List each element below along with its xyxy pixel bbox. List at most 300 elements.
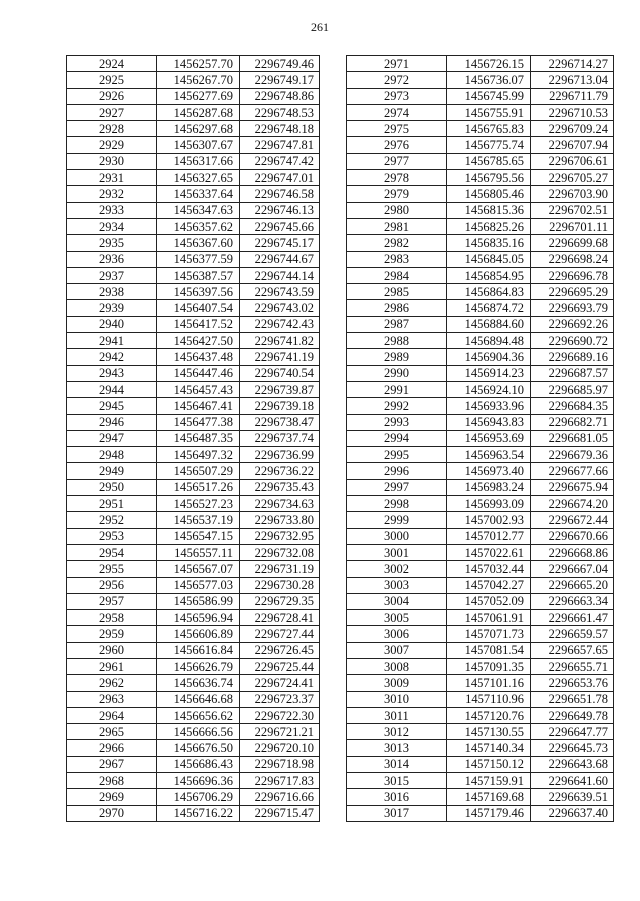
y-coordinate-cell: 2296693.79 — [531, 300, 614, 316]
x-coordinate-cell: 1457071.73 — [447, 626, 531, 642]
y-coordinate-cell: 2296679.36 — [531, 447, 614, 463]
point-id-cell: 2989 — [347, 349, 447, 365]
y-coordinate-cell: 2296747.81 — [240, 137, 320, 153]
x-coordinate-cell: 1456447.46 — [157, 365, 240, 381]
table-row — [67, 72, 320, 88]
y-coordinate-cell: 2296651.78 — [531, 691, 614, 707]
point-id-cell: 2977 — [347, 153, 447, 169]
y-coordinate-cell: 2296724.41 — [240, 675, 320, 691]
point-id-cell: 2934 — [67, 218, 157, 234]
point-id-cell: 2933 — [67, 202, 157, 218]
point-id-cell: 2937 — [67, 267, 157, 283]
y-coordinate-cell: 2296716.66 — [240, 789, 320, 805]
table-row — [347, 479, 614, 495]
table-row — [67, 724, 320, 740]
point-id-cell: 2974 — [347, 104, 447, 120]
x-coordinate-cell: 1456943.83 — [447, 414, 531, 430]
table-row — [347, 658, 614, 674]
x-coordinate-cell: 1457091.35 — [447, 658, 531, 674]
table-row — [347, 593, 614, 609]
table-row — [67, 56, 320, 72]
x-coordinate-cell: 1456497.32 — [157, 447, 240, 463]
y-coordinate-cell: 2296696.78 — [531, 267, 614, 283]
point-id-cell: 2990 — [347, 365, 447, 381]
point-id-cell: 3006 — [347, 626, 447, 642]
point-id-cell: 2959 — [67, 626, 157, 642]
y-coordinate-cell: 2296711.79 — [531, 88, 614, 104]
y-coordinate-cell: 2296659.57 — [531, 626, 614, 642]
x-coordinate-cell: 1456467.41 — [157, 398, 240, 414]
table-row — [67, 756, 320, 772]
x-coordinate-cell: 1456884.60 — [447, 316, 531, 332]
y-coordinate-cell: 2296732.95 — [240, 528, 320, 544]
table-row — [347, 707, 614, 723]
point-id-cell: 2927 — [67, 104, 157, 120]
x-coordinate-cell: 1456357.62 — [157, 218, 240, 234]
point-id-cell: 2985 — [347, 284, 447, 300]
y-coordinate-cell: 2296667.04 — [531, 561, 614, 577]
point-id-cell: 2965 — [67, 724, 157, 740]
y-coordinate-cell: 2296665.20 — [531, 577, 614, 593]
y-coordinate-cell: 2296744.14 — [240, 267, 320, 283]
point-id-cell: 2968 — [67, 773, 157, 789]
table-row — [67, 104, 320, 120]
point-id-cell: 2926 — [67, 88, 157, 104]
point-id-cell: 2992 — [347, 398, 447, 414]
x-coordinate-cell: 1456864.83 — [447, 284, 531, 300]
y-coordinate-cell: 2296731.19 — [240, 561, 320, 577]
table-row — [67, 740, 320, 756]
table-row — [347, 365, 614, 381]
x-coordinate-cell: 1456387.57 — [157, 267, 240, 283]
point-id-cell: 2962 — [67, 675, 157, 691]
y-coordinate-cell: 2296677.66 — [531, 463, 614, 479]
point-id-cell: 2930 — [67, 153, 157, 169]
point-id-cell: 2946 — [67, 414, 157, 430]
table-row — [67, 88, 320, 104]
table-row — [347, 805, 614, 821]
y-coordinate-cell: 2296747.42 — [240, 153, 320, 169]
table-row — [347, 610, 614, 626]
x-coordinate-cell: 1456924.10 — [447, 381, 531, 397]
point-id-cell: 2948 — [67, 447, 157, 463]
point-id-cell: 2995 — [347, 447, 447, 463]
y-coordinate-cell: 2296749.46 — [240, 56, 320, 72]
x-coordinate-cell: 1456736.07 — [447, 72, 531, 88]
y-coordinate-cell: 2296745.66 — [240, 218, 320, 234]
point-id-cell: 3010 — [347, 691, 447, 707]
y-coordinate-cell: 2296726.45 — [240, 642, 320, 658]
x-coordinate-cell: 1456547.15 — [157, 528, 240, 544]
table-row — [347, 724, 614, 740]
x-coordinate-cell: 1456437.48 — [157, 349, 240, 365]
table-row — [67, 267, 320, 283]
y-coordinate-cell: 2296730.28 — [240, 577, 320, 593]
point-id-cell: 3009 — [347, 675, 447, 691]
y-coordinate-cell: 2296670.66 — [531, 528, 614, 544]
point-id-cell: 3002 — [347, 561, 447, 577]
y-coordinate-cell: 2296741.82 — [240, 333, 320, 349]
y-coordinate-cell: 2296713.04 — [531, 72, 614, 88]
table-row — [347, 512, 614, 528]
y-coordinate-cell: 2296692.26 — [531, 316, 614, 332]
y-coordinate-cell: 2296657.65 — [531, 642, 614, 658]
x-coordinate-cell: 1456397.56 — [157, 284, 240, 300]
x-coordinate-cell: 1456377.59 — [157, 251, 240, 267]
table-row — [67, 805, 320, 821]
x-coordinate-cell: 1456567.07 — [157, 561, 240, 577]
y-coordinate-cell: 2296745.17 — [240, 235, 320, 251]
x-coordinate-cell: 1457130.55 — [447, 724, 531, 740]
x-coordinate-cell: 1456973.40 — [447, 463, 531, 479]
coordinate-table-right — [346, 55, 614, 822]
table-row — [347, 756, 614, 772]
y-coordinate-cell: 2296710.53 — [531, 104, 614, 120]
x-coordinate-cell: 1456785.65 — [447, 153, 531, 169]
table-row — [347, 577, 614, 593]
point-id-cell: 2935 — [67, 235, 157, 251]
point-id-cell: 2949 — [67, 463, 157, 479]
table-row — [347, 642, 614, 658]
y-coordinate-cell: 2296717.83 — [240, 773, 320, 789]
table-row — [67, 675, 320, 691]
x-coordinate-cell: 1456993.09 — [447, 496, 531, 512]
x-coordinate-cell: 1456646.68 — [157, 691, 240, 707]
y-coordinate-cell: 2296740.54 — [240, 365, 320, 381]
table-row — [67, 658, 320, 674]
x-coordinate-cell: 1456337.64 — [157, 186, 240, 202]
y-coordinate-cell: 2296714.27 — [531, 56, 614, 72]
point-id-cell: 2929 — [67, 137, 157, 153]
table-row — [67, 381, 320, 397]
x-coordinate-cell: 1456596.94 — [157, 610, 240, 626]
x-coordinate-cell: 1457140.34 — [447, 740, 531, 756]
x-coordinate-cell: 1456726.15 — [447, 56, 531, 72]
table-row — [67, 170, 320, 186]
x-coordinate-cell: 1456696.36 — [157, 773, 240, 789]
y-coordinate-cell: 2296701.11 — [531, 218, 614, 234]
y-coordinate-cell: 2296723.37 — [240, 691, 320, 707]
point-id-cell: 2975 — [347, 121, 447, 137]
y-coordinate-cell: 2296655.71 — [531, 658, 614, 674]
table-row — [67, 496, 320, 512]
point-id-cell: 2957 — [67, 593, 157, 609]
y-coordinate-cell: 2296689.16 — [531, 349, 614, 365]
x-coordinate-cell: 1457150.12 — [447, 756, 531, 772]
table-row — [67, 153, 320, 169]
table-row — [67, 626, 320, 642]
table-row — [347, 398, 614, 414]
x-coordinate-cell: 1457042.27 — [447, 577, 531, 593]
table-row — [347, 202, 614, 218]
y-coordinate-cell: 2296744.67 — [240, 251, 320, 267]
table-row — [67, 349, 320, 365]
y-coordinate-cell: 2296736.99 — [240, 447, 320, 463]
point-id-cell: 2991 — [347, 381, 447, 397]
point-id-cell: 3008 — [347, 658, 447, 674]
point-id-cell: 3013 — [347, 740, 447, 756]
y-coordinate-cell: 2296734.63 — [240, 496, 320, 512]
table-row — [67, 202, 320, 218]
table-row — [67, 528, 320, 544]
y-coordinate-cell: 2296707.94 — [531, 137, 614, 153]
point-id-cell: 2931 — [67, 170, 157, 186]
table-row — [347, 740, 614, 756]
x-coordinate-cell: 1457081.54 — [447, 642, 531, 658]
x-coordinate-cell: 1456983.24 — [447, 479, 531, 495]
point-id-cell: 2973 — [347, 88, 447, 104]
x-coordinate-cell: 1456457.43 — [157, 381, 240, 397]
point-id-cell: 2954 — [67, 544, 157, 560]
point-id-cell: 2964 — [67, 707, 157, 723]
x-coordinate-cell: 1456894.48 — [447, 333, 531, 349]
table-row — [347, 333, 614, 349]
point-id-cell: 3007 — [347, 642, 447, 658]
table-row — [347, 626, 614, 642]
x-coordinate-cell: 1456537.19 — [157, 512, 240, 528]
y-coordinate-cell: 2296695.29 — [531, 284, 614, 300]
point-id-cell: 2953 — [67, 528, 157, 544]
table-row — [67, 789, 320, 805]
x-coordinate-cell: 1456577.03 — [157, 577, 240, 593]
table-row — [347, 691, 614, 707]
y-coordinate-cell: 2296702.51 — [531, 202, 614, 218]
point-id-cell: 2981 — [347, 218, 447, 234]
point-id-cell: 2960 — [67, 642, 157, 658]
x-coordinate-cell: 1457061.91 — [447, 610, 531, 626]
x-coordinate-cell: 1456317.66 — [157, 153, 240, 169]
y-coordinate-cell: 2296735.43 — [240, 479, 320, 495]
y-coordinate-cell: 2296739.18 — [240, 398, 320, 414]
coordinate-table-left — [66, 55, 320, 822]
point-id-cell: 2979 — [347, 186, 447, 202]
table-row — [67, 398, 320, 414]
point-id-cell: 3011 — [347, 707, 447, 723]
table-row — [347, 381, 614, 397]
point-id-cell: 3016 — [347, 789, 447, 805]
table-row — [67, 316, 320, 332]
y-coordinate-cell: 2296685.97 — [531, 381, 614, 397]
y-coordinate-cell: 2296720.10 — [240, 740, 320, 756]
y-coordinate-cell: 2296703.90 — [531, 186, 614, 202]
x-coordinate-cell: 1456257.70 — [157, 56, 240, 72]
point-id-cell: 2943 — [67, 365, 157, 381]
x-coordinate-cell: 1457101.16 — [447, 675, 531, 691]
x-coordinate-cell: 1456287.68 — [157, 104, 240, 120]
point-id-cell: 2928 — [67, 121, 157, 137]
table-row — [347, 186, 614, 202]
x-coordinate-cell: 1456933.96 — [447, 398, 531, 414]
y-coordinate-cell: 2296684.35 — [531, 398, 614, 414]
table-row — [347, 218, 614, 234]
y-coordinate-cell: 2296748.53 — [240, 104, 320, 120]
y-coordinate-cell: 2296687.57 — [531, 365, 614, 381]
table-row — [347, 675, 614, 691]
table-row — [67, 137, 320, 153]
point-id-cell: 2940 — [67, 316, 157, 332]
y-coordinate-cell: 2296643.68 — [531, 756, 614, 772]
y-coordinate-cell: 2296645.73 — [531, 740, 614, 756]
coordinate-table-body — [347, 56, 614, 822]
y-coordinate-cell: 2296729.35 — [240, 593, 320, 609]
point-id-cell: 2993 — [347, 414, 447, 430]
point-id-cell: 2939 — [67, 300, 157, 316]
point-id-cell: 3005 — [347, 610, 447, 626]
table-row — [347, 773, 614, 789]
x-coordinate-cell: 1456427.50 — [157, 333, 240, 349]
table-row — [347, 496, 614, 512]
y-coordinate-cell: 2296663.34 — [531, 593, 614, 609]
table-row — [347, 300, 614, 316]
y-coordinate-cell: 2296732.08 — [240, 544, 320, 560]
y-coordinate-cell: 2296743.59 — [240, 284, 320, 300]
table-row — [347, 430, 614, 446]
table-row — [67, 463, 320, 479]
x-coordinate-cell: 1457110.96 — [447, 691, 531, 707]
point-id-cell: 2963 — [67, 691, 157, 707]
x-coordinate-cell: 1456507.29 — [157, 463, 240, 479]
y-coordinate-cell: 2296682.71 — [531, 414, 614, 430]
y-coordinate-cell: 2296749.17 — [240, 72, 320, 88]
table-row — [67, 642, 320, 658]
x-coordinate-cell: 1456706.29 — [157, 789, 240, 805]
point-id-cell: 2999 — [347, 512, 447, 528]
x-coordinate-cell: 1456963.54 — [447, 447, 531, 463]
y-coordinate-cell: 2296746.58 — [240, 186, 320, 202]
table-row — [67, 365, 320, 381]
point-id-cell: 3014 — [347, 756, 447, 772]
y-coordinate-cell: 2296748.18 — [240, 121, 320, 137]
x-coordinate-cell: 1457120.76 — [447, 707, 531, 723]
page-number: 261 — [311, 20, 329, 34]
point-id-cell: 2945 — [67, 398, 157, 414]
y-coordinate-cell: 2296639.51 — [531, 789, 614, 805]
y-coordinate-cell: 2296715.47 — [240, 805, 320, 821]
point-id-cell: 3000 — [347, 528, 447, 544]
point-id-cell: 2950 — [67, 479, 157, 495]
table-row — [347, 561, 614, 577]
y-coordinate-cell: 2296742.43 — [240, 316, 320, 332]
y-coordinate-cell: 2296743.02 — [240, 300, 320, 316]
y-coordinate-cell: 2296675.94 — [531, 479, 614, 495]
y-coordinate-cell: 2296649.78 — [531, 707, 614, 723]
x-coordinate-cell: 1456347.63 — [157, 202, 240, 218]
point-id-cell: 2980 — [347, 202, 447, 218]
x-coordinate-cell: 1457169.68 — [447, 789, 531, 805]
point-id-cell: 2938 — [67, 284, 157, 300]
x-coordinate-cell: 1456914.23 — [447, 365, 531, 381]
point-id-cell: 2983 — [347, 251, 447, 267]
y-coordinate-cell: 2296721.21 — [240, 724, 320, 740]
point-id-cell: 2966 — [67, 740, 157, 756]
table-row — [67, 414, 320, 430]
table-row — [67, 121, 320, 137]
y-coordinate-cell: 2296727.44 — [240, 626, 320, 642]
x-coordinate-cell: 1457159.91 — [447, 773, 531, 789]
x-coordinate-cell: 1456854.95 — [447, 267, 531, 283]
x-coordinate-cell: 1456716.22 — [157, 805, 240, 821]
point-id-cell: 2998 — [347, 496, 447, 512]
coordinate-table-body — [67, 56, 320, 822]
table-row — [347, 447, 614, 463]
y-coordinate-cell: 2296653.76 — [531, 675, 614, 691]
y-coordinate-cell: 2296672.44 — [531, 512, 614, 528]
x-coordinate-cell: 1456676.50 — [157, 740, 240, 756]
x-coordinate-cell: 1456407.54 — [157, 300, 240, 316]
point-id-cell: 2988 — [347, 333, 447, 349]
table-row — [67, 186, 320, 202]
point-id-cell: 2951 — [67, 496, 157, 512]
table-row — [347, 235, 614, 251]
x-coordinate-cell: 1456666.56 — [157, 724, 240, 740]
x-coordinate-cell: 1456745.99 — [447, 88, 531, 104]
y-coordinate-cell: 2296698.24 — [531, 251, 614, 267]
x-coordinate-cell: 1457022.61 — [447, 544, 531, 560]
y-coordinate-cell: 2296674.20 — [531, 496, 614, 512]
y-coordinate-cell: 2296728.41 — [240, 610, 320, 626]
y-coordinate-cell: 2296739.87 — [240, 381, 320, 397]
table-row — [347, 463, 614, 479]
y-coordinate-cell: 2296733.80 — [240, 512, 320, 528]
point-id-cell: 2941 — [67, 333, 157, 349]
y-coordinate-cell: 2296668.86 — [531, 544, 614, 560]
table-row — [347, 414, 614, 430]
point-id-cell: 3001 — [347, 544, 447, 560]
table-row — [67, 544, 320, 560]
x-coordinate-cell: 1456586.99 — [157, 593, 240, 609]
x-coordinate-cell: 1456626.79 — [157, 658, 240, 674]
y-coordinate-cell: 2296748.86 — [240, 88, 320, 104]
point-id-cell: 2996 — [347, 463, 447, 479]
table-row — [67, 593, 320, 609]
x-coordinate-cell: 1456487.35 — [157, 430, 240, 446]
table-row — [67, 447, 320, 463]
x-coordinate-cell: 1457052.09 — [447, 593, 531, 609]
table-row — [347, 349, 614, 365]
x-coordinate-cell: 1456656.62 — [157, 707, 240, 723]
table-row — [347, 170, 614, 186]
point-id-cell: 2967 — [67, 756, 157, 772]
table-row — [347, 316, 614, 332]
x-coordinate-cell: 1456805.46 — [447, 186, 531, 202]
table-row — [347, 104, 614, 120]
x-coordinate-cell: 1456297.68 — [157, 121, 240, 137]
x-coordinate-cell: 1456557.11 — [157, 544, 240, 560]
x-coordinate-cell: 1456775.74 — [447, 137, 531, 153]
x-coordinate-cell: 1456327.65 — [157, 170, 240, 186]
table-row — [347, 56, 614, 72]
y-coordinate-cell: 2296706.61 — [531, 153, 614, 169]
point-id-cell: 3003 — [347, 577, 447, 593]
point-id-cell: 3015 — [347, 773, 447, 789]
table-row — [347, 544, 614, 560]
point-id-cell: 2947 — [67, 430, 157, 446]
y-coordinate-cell: 2296738.47 — [240, 414, 320, 430]
table-row — [67, 430, 320, 446]
x-coordinate-cell: 1456367.60 — [157, 235, 240, 251]
y-coordinate-cell: 2296722.30 — [240, 707, 320, 723]
y-coordinate-cell: 2296709.24 — [531, 121, 614, 137]
point-id-cell: 2987 — [347, 316, 447, 332]
x-coordinate-cell: 1456874.72 — [447, 300, 531, 316]
x-coordinate-cell: 1456527.23 — [157, 496, 240, 512]
point-id-cell: 3004 — [347, 593, 447, 609]
table-row — [347, 121, 614, 137]
table-row — [347, 284, 614, 300]
table-row — [67, 561, 320, 577]
y-coordinate-cell: 2296747.01 — [240, 170, 320, 186]
point-id-cell: 2952 — [67, 512, 157, 528]
